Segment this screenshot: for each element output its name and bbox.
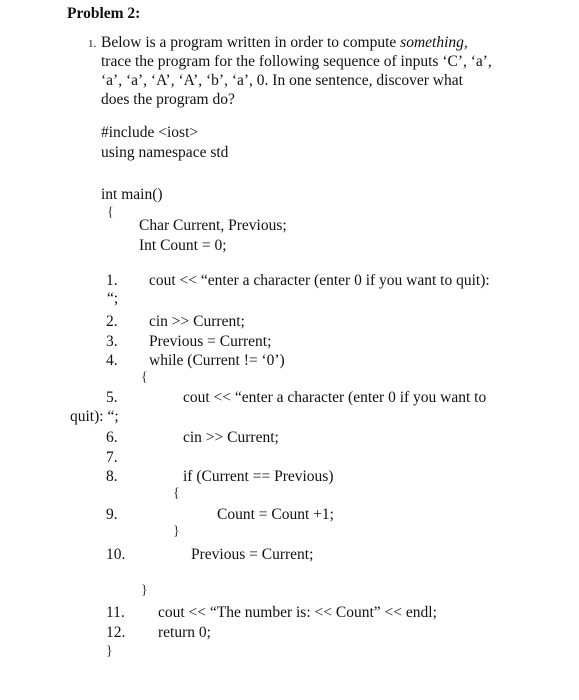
line-1-continuation: “; xyxy=(107,290,119,307)
line-number-1: 1. xyxy=(106,272,118,289)
code-line-8: if (Current == Previous) xyxy=(183,468,334,485)
question-line-3: ‘a’, ‘a’, ‘A’, ‘A’, ‘b’, ‘a’, 0. In one sentence, discover what xyxy=(101,72,463,89)
line-5-continuation: quit): “; xyxy=(70,408,119,425)
line-number-5: 5. xyxy=(106,389,118,406)
code-line-5: cout << “enter a character (enter 0 if you want to xyxy=(183,389,487,406)
line-number-3: 3. xyxy=(106,333,118,350)
line-number-7: 7. xyxy=(106,449,118,466)
code-line-3: Previous = Current; xyxy=(149,333,272,350)
line-number-10: 10. xyxy=(106,546,126,563)
question-emphasis: something, xyxy=(400,34,468,51)
code-line-1: cout << “enter a character (enter 0 if you want to quit): xyxy=(149,272,490,289)
code-line-10: Previous = Current; xyxy=(191,546,314,563)
line-number-4: 4. xyxy=(106,352,118,369)
code-line-4: while (Current != ‘0’) xyxy=(149,352,285,369)
line-number-8: 8. xyxy=(106,468,118,485)
question-line-4: does the program do? xyxy=(101,91,235,108)
main-open-brace: { xyxy=(107,205,114,220)
question-line-1-text: Below is a program written in order to compute xyxy=(101,34,401,51)
code-line-11: cout << “The number is: << Count” << endl; xyxy=(158,604,437,621)
code-line-2: cin >> Current; xyxy=(149,313,245,330)
line-number-11: 11. xyxy=(106,604,125,621)
line-number-6: 6. xyxy=(106,429,118,446)
line-number-12: 12. xyxy=(106,624,126,641)
problem-title: Problem 2: xyxy=(67,5,141,22)
code-declaration-1: Char Current, Previous; xyxy=(139,217,287,234)
question-line-1 xyxy=(101,34,468,52)
code-line-12: return 0; xyxy=(158,624,211,641)
code-line-9: Count = Count +1; xyxy=(217,506,334,523)
code-declaration-2: Int Count = 0; xyxy=(139,237,227,254)
line-number-2: 2. xyxy=(106,313,118,330)
question-line-2: trace the program for the following sequence of inputs ‘C’, ‘a’, xyxy=(101,53,492,70)
question-number: 1. xyxy=(88,38,97,50)
code-using: using namespace std xyxy=(101,144,229,161)
main-close-brace: } xyxy=(106,644,113,659)
line-number-9: 9. xyxy=(106,506,118,523)
code-include: #include <iost> xyxy=(101,124,199,141)
code-main-signature: int main() xyxy=(101,186,163,203)
if-close-brace: } xyxy=(173,524,180,539)
while-open-brace: { xyxy=(141,370,148,385)
while-close-brace: } xyxy=(141,583,148,598)
code-line-6: cin >> Current; xyxy=(183,429,279,446)
if-open-brace: { xyxy=(173,486,180,501)
